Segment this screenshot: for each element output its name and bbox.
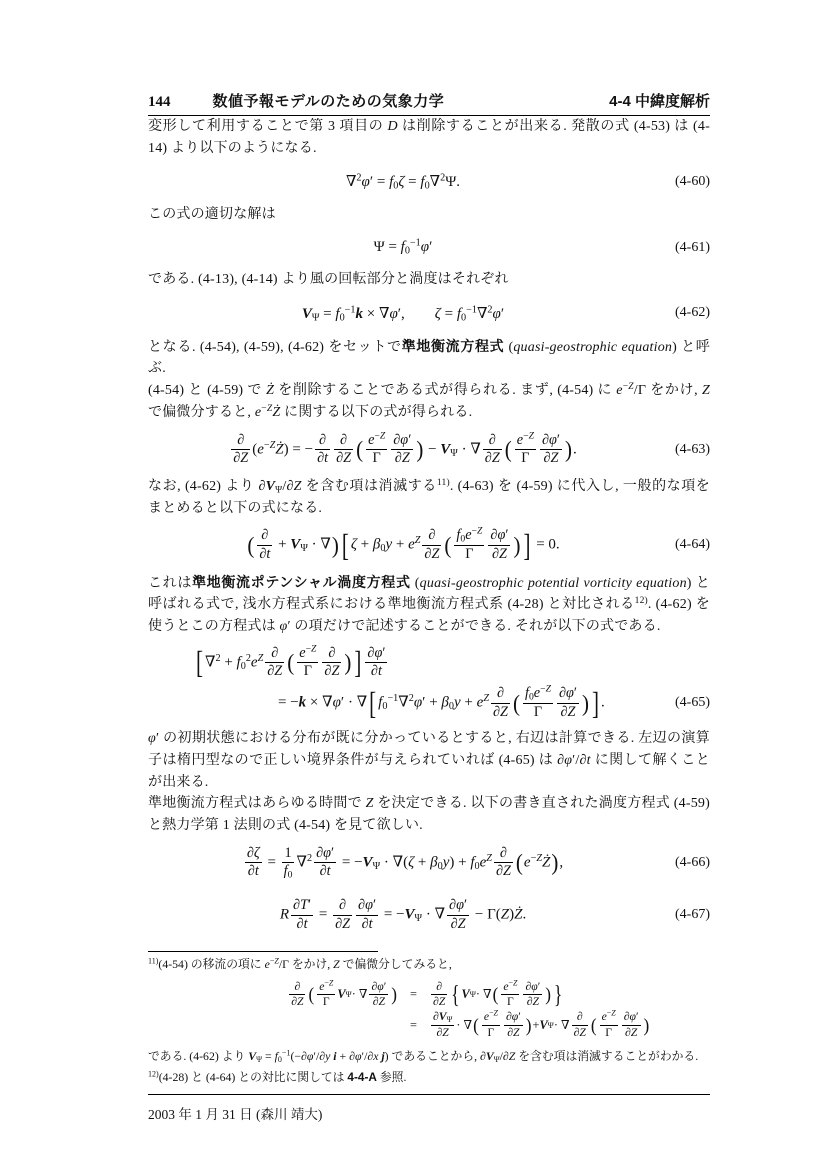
footer-rule <box>148 1094 710 1095</box>
paragraph-8: φ′ の初期状態における分布が既に分かっているとすると, 右辺は計算できる. 左辺の演算子は楕円型なので正しい境界条件が与えられていれば (4-65) は ∂φ′/∂t に関して解くことが出来る. <box>148 731 710 790</box>
equation-4-65-line1: [ $\nabla^2 + f_0^2e^Z$ ∂ ∂Z ( $\frac{e^{-Z}}{\Gamma}$ ∂ ∂Z ) ] $\frac{\partial\varphi'}{\partial t}$ <box>196 643 386 681</box>
equation-body-4-63: ∂ ∂Z $(e^{-Z}Ż)$ = − ∂ ∂t ∂ ∂Z ( $\frac{e^{-Z}}{\Gamma}$ $\frac{\partial\varphi'}{\partial Z}$ ) − $V_\Psi$ · ∇ ∂ ∂Z ( $\frac{e^{-Z}}{\Gamma}$ $\frac{\partial\varphi'}{\partial Z}$ ). <box>233 430 577 467</box>
header-section-label: 4-4 中緯度解析 <box>609 93 710 110</box>
equation-body-4-67: R $\frac{\partial T'}{\partial t}$ = ∂ ∂Z $\frac{\partial\varphi'}{\partial t}$ = $-V_\Psi$ · ∇ $\frac{\partial\varphi'}{\partial Z}$ − Γ(Z)Ż. <box>279 897 527 932</box>
header-page-number: 144 <box>148 94 171 110</box>
equation-number-4-60: (4-60) <box>675 173 710 189</box>
equation-row-4-65 <box>148 643 710 721</box>
footnote-equation-row-1 <box>186 978 710 1010</box>
equation-row-4-63 <box>148 430 710 467</box>
equation-number-4-65: (4-65) <box>675 695 710 711</box>
paragraph-2: この式の適切な解は <box>148 207 276 223</box>
footnote-11-continuation: である. (4-62) より $V_\Psi = f_0^{-1}(-\partial\varphi'/\partial y$ i + ∂φ′/∂x j) であることから, $\partial V_\Psi/\partial Z$ を含む項は消滅することがわかる. <box>148 1048 699 1064</box>
footnote-12: $^{12)}$(4-28) と (4-64) との対比に関しては 4-4-A 参照. <box>148 1069 407 1084</box>
equation-number-4-64: (4-64) <box>675 537 710 553</box>
equation-row-4-61 <box>148 239 710 256</box>
equation-number-4-61: (4-61) <box>675 239 710 255</box>
footnote-11-intro: $^{11)}$(4-54) の移流の項に $e^{-Z}/\Gamma$ をかけ, Z で偏微分してみると, <box>148 957 452 972</box>
equation-body-4-66: $\frac{\partial\zeta}{\partial t}$ = $\frac{1}{f_0}$ ∇$^2$ $\frac{\partial\varphi'}{\partial t}$ = $-V_\Psi \cdot \nabla(\zeta + \beta_0y) + f_0e^Z$ ∂ ∂Z $(e^{-Z}Ż)$, <box>246 844 564 881</box>
footnote-eq-row2-equals: = <box>410 1018 417 1033</box>
equation-row-4-60 <box>148 172 710 191</box>
equation-number-4-63: (4-63) <box>675 441 710 457</box>
footnote-rule <box>148 951 378 952</box>
paragraph-9: 準地衡流方程式はあらゆる時間で Z を決定できる. 以下の書き直された渦度方程式 (4-59) と熱力学第 1 法則の式 (4-54) を見て欲しい. <box>148 796 710 834</box>
footer-date: 2003 年 1 月 31 日 (森川 靖大) <box>148 1107 323 1122</box>
equation-row-4-66 <box>148 846 710 880</box>
equation-number-4-66: (4-66) <box>675 854 710 870</box>
page-footer <box>148 1094 710 1123</box>
equation-body-4-61: $\Psi = f_0^{-1}\varphi'$ <box>373 237 433 257</box>
paragraph-3: である. (4-13), (4-14) より風の回転部分と渦度はそれぞれ <box>148 272 509 288</box>
equation-body-4-64: ( ∂ ∂t + $V_\Psi$ · ∇) [ $\zeta + \beta_0y + e^Z$ ∂ ∂Z ( $\frac{f_0e^{-Z}}{\Gamma}$ $\frac{\partial\varphi'}{\partial Z}$ ) ] = 0. <box>247 525 560 563</box>
equation-4-65-line2: = −k × ∇φ′ · ∇[ $f_0^{-1}\nabla^2\varphi' + \beta_0y + e^Z$ ∂ ∂Z ( $\frac{f_0e^{-Z}}{\Gamma}$ $\frac{\partial\varphi'}{\partial Z}$ ) ] . <box>278 683 605 721</box>
equation-number-4-67: (4-67) <box>675 907 710 923</box>
equation-body-4-60: $\nabla^2\varphi' = f_0\zeta = f_0\nabla^2\Psi$. <box>345 172 461 192</box>
equation-row-4-67 <box>148 898 710 932</box>
page-content <box>148 0 710 1169</box>
paragraph-1: 変形して利用することで第 3 項目の D は削除することが出来る. 発散の式 (4-53) は (4-14) より以下のようになる. <box>148 119 710 156</box>
footnote-equation <box>186 979 710 1042</box>
footnote-eq-row1-right: ∂ ∂Z { V Ψ · ∇ ( $e^{-Z}$ Γ ∂φ′ ∂Z ) } <box>432 978 563 1009</box>
paragraph-6: なお, (4-62) より $\partial V_\Psi/\partial Z$ を含む項は消滅する$^{11)}$. (4-63) を (4-59) に代入し, 一般的な項をまとめると以下の式になる. <box>148 477 711 516</box>
equation-row-4-64 <box>148 525 710 563</box>
footnote-eq-row2-right: $\partial V_\Psi$ ∂Z · ∇ ( $e^{-Z}$ Γ ∂φ′ ∂Z ) + V Ψ · ∇ ∂ ∂Z ( $e^{-Z}$ Γ ∂φ′ ∂Z ) <box>432 1008 650 1040</box>
equation-row-4-62 <box>148 304 710 323</box>
paragraph-7: これは準地衡流ポテンシャル渦度方程式 (quasi-geostrophic potential vorticity equation) と呼ばれる式で, 浅水方程式系における準地衡流方程式系 (4-28) と対比される$^{12)}$. (4-62) を使うとこの方程式は φ′ の項だけで記述することができる. それが以下の式である. <box>148 573 710 634</box>
equation-4-65-line2-row <box>148 683 710 721</box>
paragraph-4: となる. (4-54), (4-59), (4-62) をセットで準地衡流方程式 (quasi-geostrophic equation) と呼ぶ. <box>148 337 711 377</box>
equation-body-4-62: $V_\Psi = f_0^{-1}k \times \nabla\varphi'$, $\zeta = f_0^{-1}\nabla^2\varphi'$ <box>301 304 505 324</box>
footnote-eq-row1-equals: = <box>410 987 417 1002</box>
footnote-equation-row-2 <box>186 1008 710 1040</box>
paragraph-5: (4-54) と (4-59) で Ż を削除することである式が得られる. まず, (4-54) に $e^{-Z}/\Gamma$ をかけ, Z で偏微分すると, $e^{-Z}Ż$ に関する以下の式が得られる. <box>148 381 710 420</box>
footnote-eq-row1-left: ∂ ∂Z ( $e^{-Z}$ Γ V Ψ · ∇ ∂φ′ ∂Z ) <box>291 978 397 1009</box>
header-book-title: 数値予報モデルのための気象力学 <box>212 93 445 110</box>
equation-number-4-62: (4-62) <box>675 305 710 321</box>
page-header <box>148 0 710 111</box>
